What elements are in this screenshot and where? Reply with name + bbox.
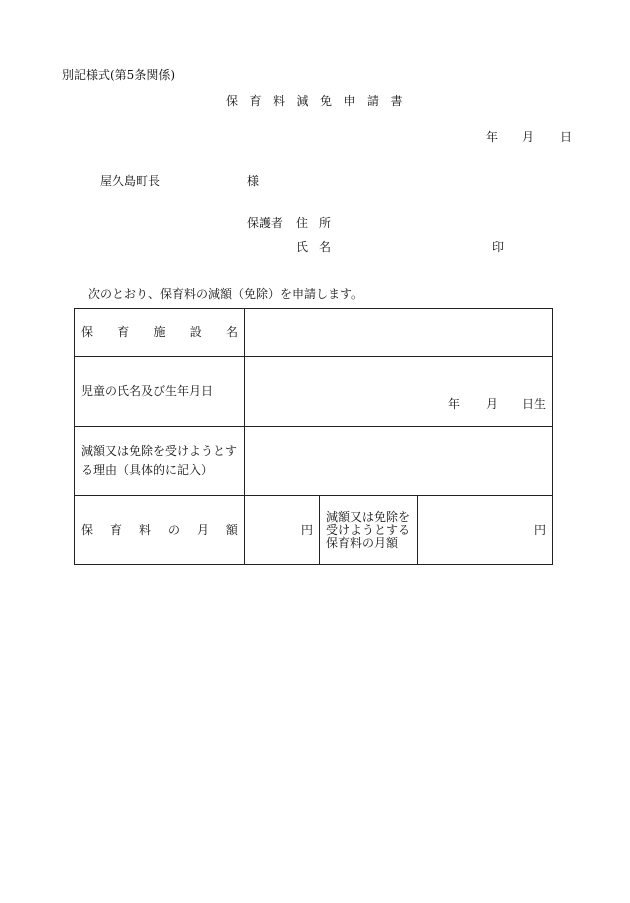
date-year-label: 年 (486, 130, 499, 144)
seal-mark: 印 (492, 240, 505, 254)
date-month-label: 月 (522, 130, 535, 144)
birth-day-label: 日生 (522, 397, 547, 411)
monthly-fee-label: 保 育 料 の 月 額 (81, 522, 238, 537)
table-row-facility (75, 309, 553, 357)
yen-unit: 円 (534, 522, 547, 537)
child-label: 児童の氏名及び生年月日 (75, 357, 245, 427)
application-form-table (74, 308, 553, 565)
facility-name-label: 保 育 施 設 名 (81, 325, 238, 339)
intro-text: 次のとおり、保育料の減額（免除）を申請します。 (88, 287, 364, 301)
birth-year-label: 年 (448, 397, 461, 411)
guardian-label: 保護者 (247, 216, 284, 230)
table-row-reason (75, 427, 553, 496)
child-name-birth-field[interactable] (245, 357, 553, 427)
address-label: 住所 (296, 216, 343, 230)
reduced-fee-field[interactable] (418, 496, 553, 565)
reduced-fee-label: 減額又は免除を受けようとする保育料の月額 (320, 496, 418, 565)
birth-month-label: 月 (486, 397, 499, 411)
honorific: 様 (247, 174, 260, 188)
form-reference-label: 別記様式(第5条関係) (62, 68, 175, 82)
addressee: 屋久島町長 (100, 174, 161, 188)
facility-name-field[interactable] (245, 309, 553, 357)
monthly-fee-label-cell (75, 496, 245, 565)
reason-field[interactable] (245, 427, 553, 496)
yen-unit: 円 (300, 522, 313, 537)
facility-name-label-cell (75, 309, 245, 357)
date-day-label: 日 (560, 130, 573, 144)
monthly-fee-field[interactable] (245, 496, 320, 565)
document-title: 保育料減免申請書 (226, 94, 415, 108)
birth-date (448, 395, 546, 414)
name-label: 氏名 (296, 240, 343, 254)
application-date (486, 130, 572, 144)
table-row-monthly-fee (75, 496, 553, 565)
table-row-child (75, 357, 553, 427)
reason-label: 減額又は免除を受けようとする理由（具体的に記入） (75, 427, 245, 496)
